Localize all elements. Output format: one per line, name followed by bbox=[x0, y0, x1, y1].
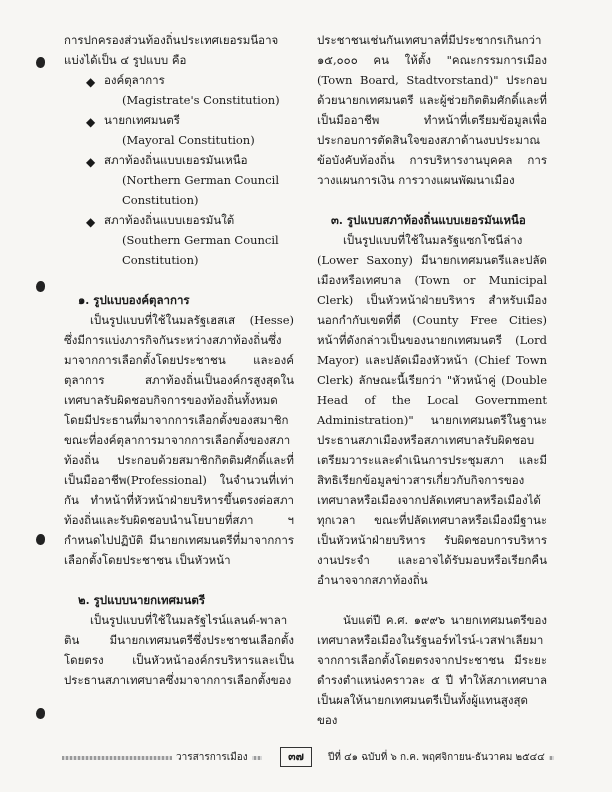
journal-title: วารสารการเมือง bbox=[172, 750, 252, 765]
section-1-body: เป็นรูปแบบที่ใช้ในมลรัฐเฮสเส (Hesse) ซึ่งมีการแบ่งภารกิจกันระหว่างสภาท้องถิ่นซึ่งมาจากการเลือกตั้งโดยประชาชน และองค์ตุลาการ สภาท้องถิ่นเป็นองค์กรสูงสุดในเทศบาลรับผิดชอบกิจการของท้องถิ่นทั้งหมด โดยมีประธานที่มาจากการเลือกตั้งของสมาชิก ขณะที่องค์ตุลาการมาจากการเลือกตั้งของสภาท้องถิ่น ประกอบด้วยสมาชิกกิตติมศักดิ์และที่เป็นมืออาชีพ(Professional) ในจำนวนที่เท่ากัน ทำหน้าที่หัวหน้าฝ่ายบริหารขึ้นตรงต่อสภาท้องถิ่นและรับผิดชอบนำนโยบายที่สภา ฯกำหนดไปปฏิบัติ มีนายกเทศมนตรีที่มาจากการเลือกตั้งโดยประชาชน เป็นหัวหน้า bbox=[64, 313, 294, 567]
punch-hole-mark bbox=[36, 534, 45, 545]
section-2-body: เป็นรูปแบบที่ใช้ในมลรัฐไรน์แลนด์-พาลาติน มีนายกเทศมนตรีซึ่งประชาชนเลือกตั้งโดยตรง เป็นหัวหน้าองค์กรบริหารและเป็นประธานสภาเทศบาลซึ่งมาจากการเลือกตั้งของ bbox=[64, 613, 294, 687]
issue-info: ปีที่ ๔๑ ฉบับที่ ๖ ก.ค. พฤศจิกายน-ธันวาคม ๒๕๔๔ bbox=[324, 750, 549, 765]
model-item-mayoral: ◆ นายกเทศมนตรี bbox=[64, 110, 294, 130]
left-column bbox=[64, 30, 294, 690]
model-english-southern: (Southern German Council Constitution) bbox=[122, 233, 279, 267]
model-english-mayoral: (Mayoral Constitution) bbox=[122, 133, 255, 147]
final-paragraph: นับแต่ปี ค.ศ. ๑๙๙๖ นายกเทศมนตรีของเทศบาลหรือเมืองในรัฐนอร์ทไรน์-เวสฟาเลียมาจากการเลือกตั้งโดยตรงจากประชาชน มีระยะดำรงตำแหน่งคราวละ ๕ ปี ทำให้สภาเทศบาล เป็นผลให้นายกเทศมนตรีเป็นทั้งผู้แทนสูงสุดของ bbox=[317, 613, 547, 727]
model-item-southern: ◆ สภาท้องถิ่นแบบเยอรมันใต้ bbox=[64, 210, 294, 230]
page-footer bbox=[62, 747, 554, 767]
diamond-bullet-icon: ◆ bbox=[86, 155, 96, 169]
punch-hole-mark bbox=[36, 57, 45, 68]
section-1-heading: ๑. รูปแบบองค์ตุลาการ bbox=[78, 293, 190, 307]
model-list bbox=[64, 70, 294, 270]
model-item-northern: ◆ สภาท้องถิ่นแบบเยอรมันเหนือ bbox=[64, 150, 294, 170]
continued-paragraph: ประชาชนเช่นกันเทศบาลที่มีประชากรเกินกว่า ๑๕,๐๐๐ คน ให้ตั้ง "คณะกรรมการเมือง (Town Board, Stadtvorstand)" ประกอบด้วยนายกเทศมนตรี และผู้ช่วยกิตติมศักดิ์และที่เป็นมืออาชีพ ทำหน้าที่เตรียมข้อมูลเพื่อประกอบการตัดสินใจของสภาด้านงบประมาณ ข้อบังคับท้องถิ่น การบริหารงานบุคคล การวางแผนการเงิน การวางแผนพัฒนาเมือง bbox=[317, 33, 547, 187]
right-column bbox=[317, 30, 547, 730]
section-2-heading: ๒. รูปแบบนายกเทศมนตรี bbox=[78, 593, 205, 607]
model-item-magistrate: ◆ องค์ตุลาการ bbox=[64, 70, 294, 90]
section-3-heading: ๓. รูปแบบสภาท้องถิ่นแบบเยอรมันเหนือ bbox=[331, 213, 526, 227]
intro-paragraph: การปกครองส่วนท้องถิ่นประเทศเยอรมนีอาจแบ่งได้เป็น ๔ รูปแบบ คือ bbox=[64, 33, 279, 67]
punch-hole-mark bbox=[36, 708, 45, 719]
model-english-magistrate: (Magistrate's Constitution) bbox=[122, 93, 280, 107]
page-number: ๓๗ bbox=[280, 747, 312, 767]
punch-hole-mark bbox=[36, 281, 45, 292]
model-english-northern: (Northern German Council Constitution) bbox=[122, 173, 280, 207]
diamond-bullet-icon: ◆ bbox=[86, 215, 96, 229]
diamond-bullet-icon: ◆ bbox=[86, 115, 96, 129]
section-3-body: เป็นรูปแบบที่ใช้ในมลรัฐแซกโซนีล่าง (Lower Saxony) มีนายกเทศมนตรีและปลัดเมืองหรือเทศบาล (Town or Municipal Clerk) เป็นหัวหน้าฝ่ายบริหาร สำหรับเมืองนอกกำกับเขตที่ดี (County Free Cities) หน้าที่ดังกล่าวเป็นของนายกเทศมนตรี (Lord Mayor) และปลัดเมืองหัวหน้า (Chief Town Clerk) ลักษณะนี้เรียกว่า "หัวหน้าคู่ (Double Head of the Local Government Administration)" นายกเทศมนตรีในฐานะประธานสภาเมืองหรือสภาเทศบาลรับผิดชอบเตรียมวาระและดำเนินการประชุมสภา และมีสิทธิเรียกข้อมูลข่าวสารเกี่ยวกับกิจการของเทศบาลหรือเมืองจากปลัดเทศบาลหรือเมืองได้ทุกเวลา ขณะที่ปลัดเทศบาลหรือเมืองมีฐานะเป็นหัวหน้าฝ่ายบริหาร รับผิดชอบการบริหารงานประจำ และอาจได้รับมอบหรือเรียกคืนอำนาจจากสภาท้องถิ่น bbox=[317, 233, 547, 587]
diamond-bullet-icon: ◆ bbox=[86, 75, 96, 89]
